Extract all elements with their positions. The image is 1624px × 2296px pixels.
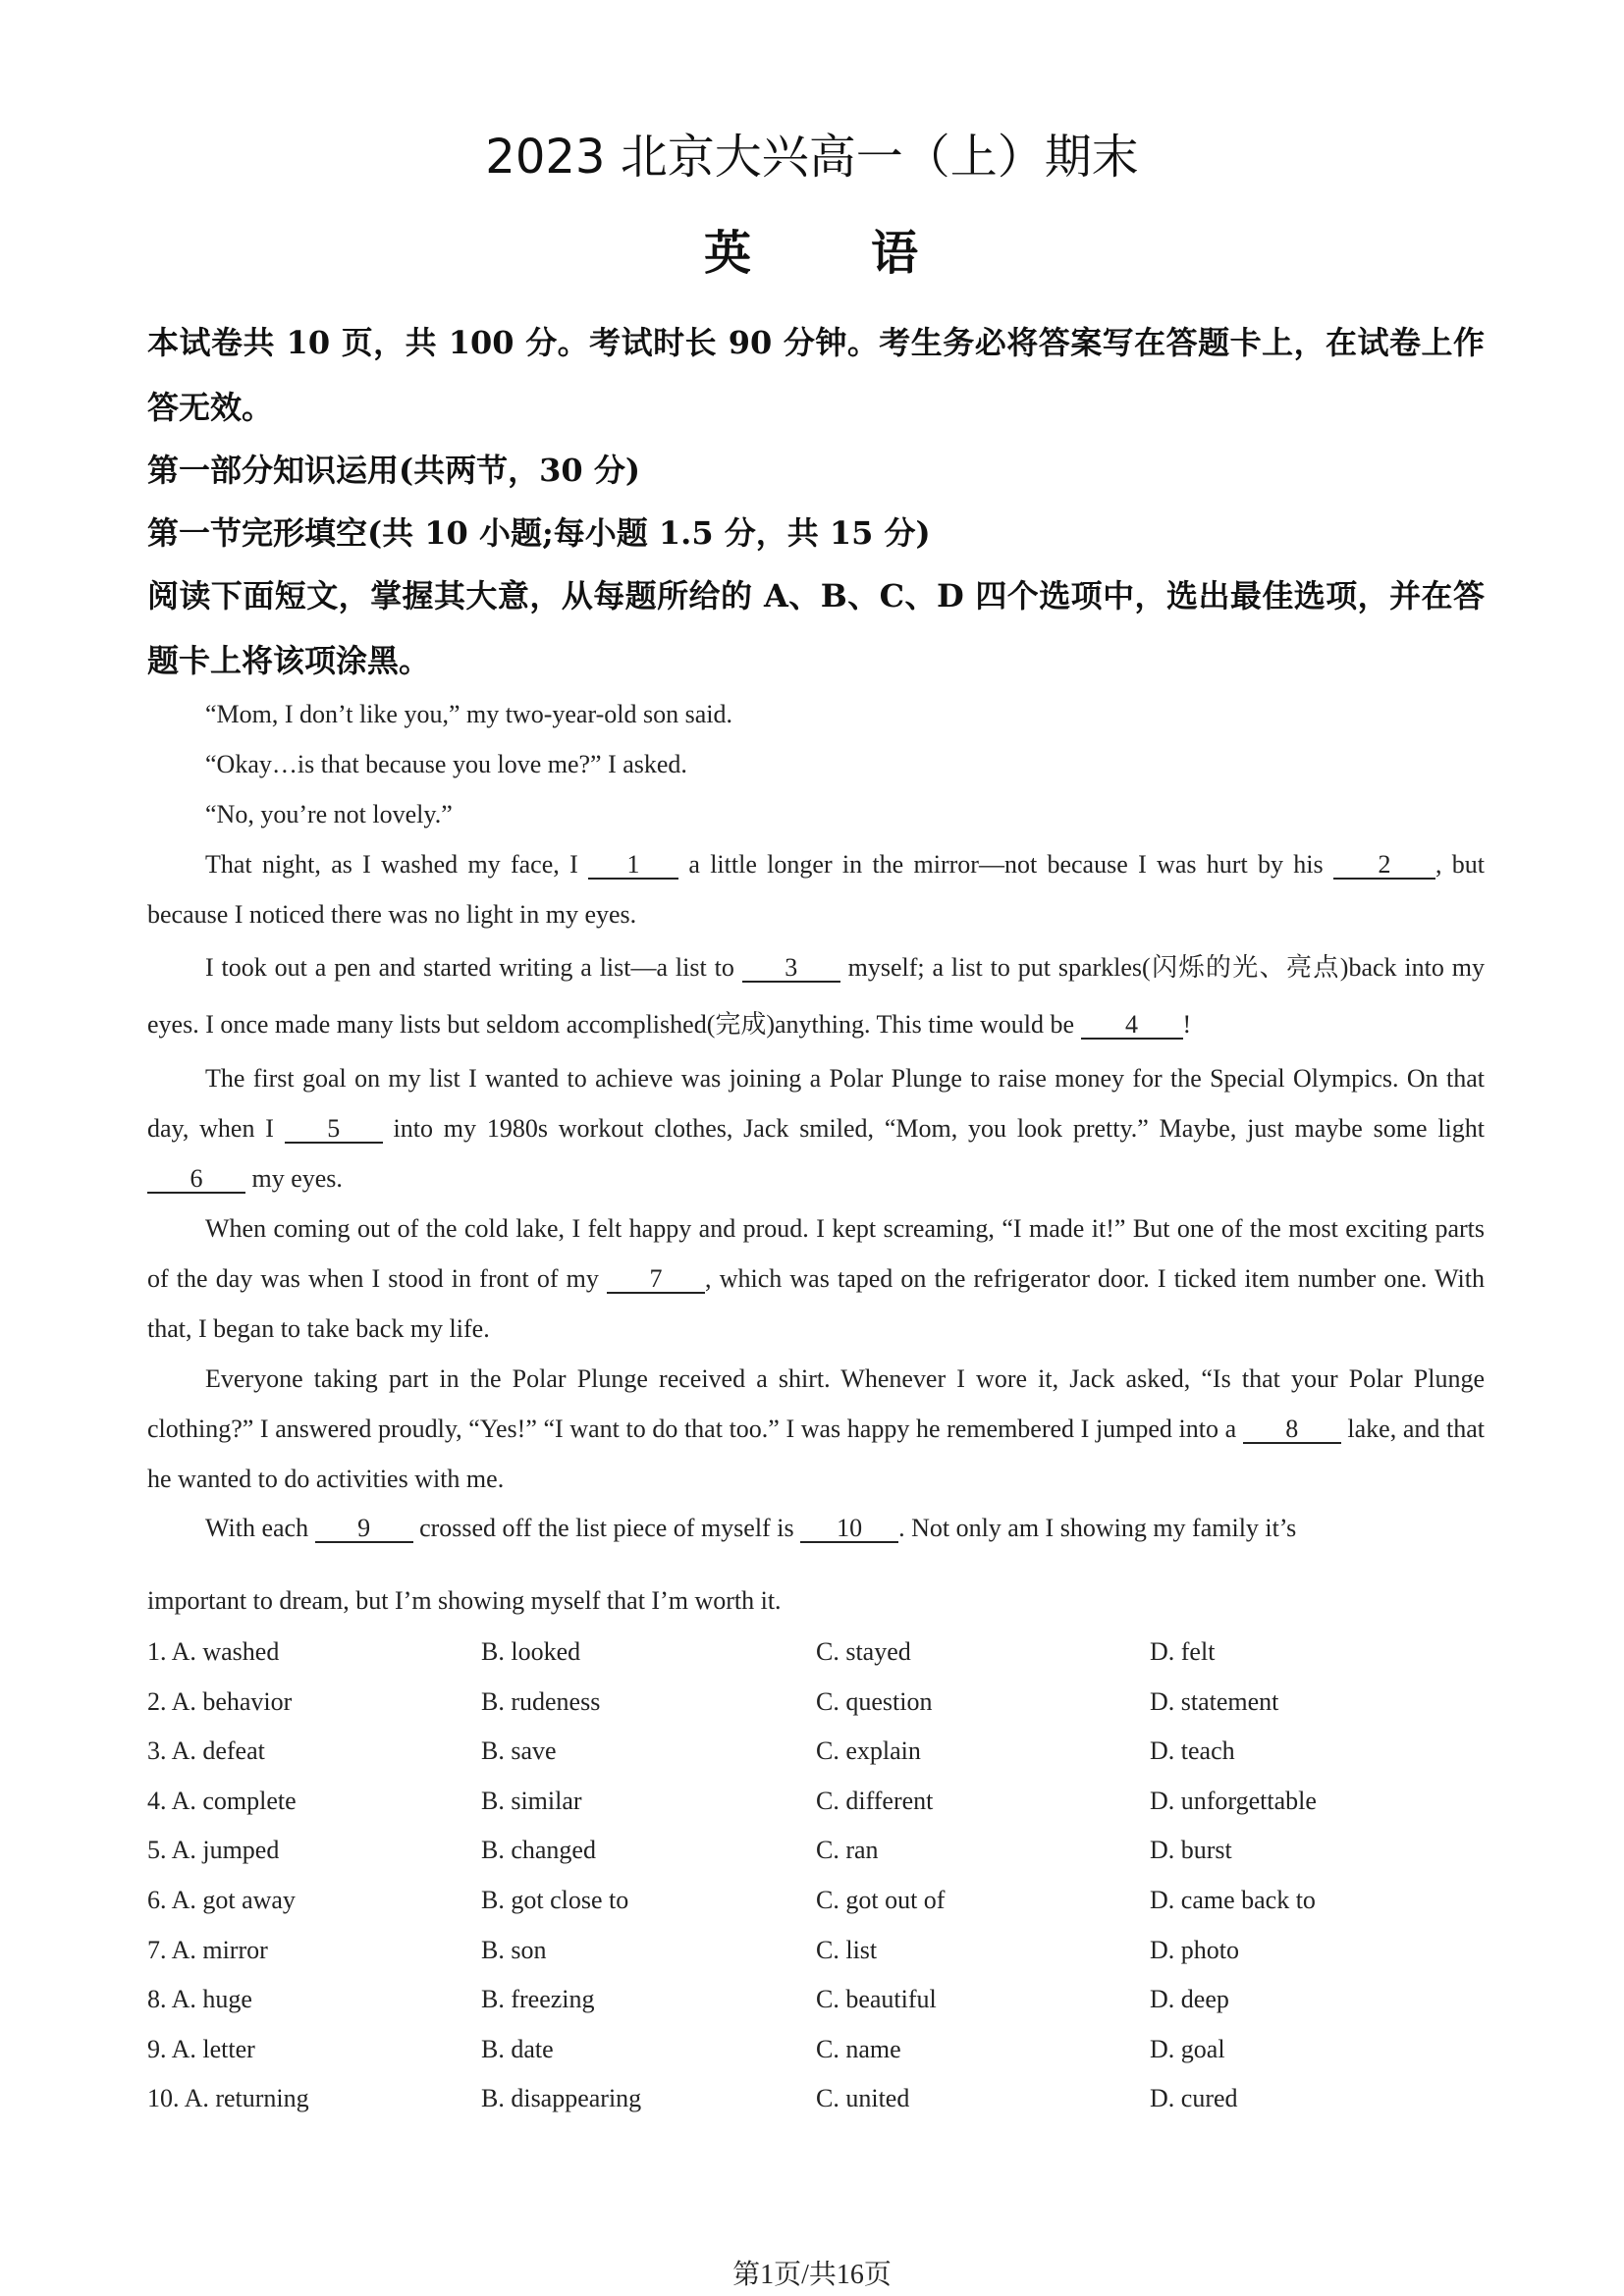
- option-a: [147, 1876, 296, 1926]
- subject-char: 语: [871, 226, 921, 281]
- option-d: D. statement: [1150, 1686, 1279, 1716]
- cloze-blank: 4: [1081, 1012, 1183, 1040]
- question-number: 9.: [147, 2034, 167, 2063]
- option-c: C. beautiful: [816, 1985, 937, 2014]
- option-b: B. freezing: [481, 1985, 595, 2014]
- option-d: D. photo: [1150, 1935, 1239, 1964]
- option-c: C. got out of: [816, 1885, 946, 1914]
- option-a: [147, 1926, 268, 1976]
- passage-paragraph: “Okay…is that because you love me?” I asked.: [205, 750, 687, 778]
- option-a: [147, 1628, 279, 1678]
- question-number: 7.: [147, 1935, 167, 1964]
- option-a: [147, 1975, 252, 2025]
- option-b: B. date: [481, 2034, 554, 2063]
- option-text: A. huge: [171, 1985, 252, 2014]
- cloze-blank: 5: [285, 1116, 383, 1144]
- passage-paragraph: When coming out of the cold lake, I felt happy and proud. I kept screaming, “I made it!” But one of the most exciting parts of the day was when I stood in front of my 7 , which was taped on the refrigerator door. I ticked item number one. With that, I began to take back my life.: [147, 1214, 1485, 1343]
- cloze-blank: 10: [800, 1516, 898, 1543]
- passage-paragraph: The first goal on my list I wanted to achieve was joining a Polar Plunge to raise money for the Special Olympics. On that day, when I 5 into my 1980s workout clothes, Jack smiled, “Mom, you look pretty.” Maybe, just maybe some light 6 my eyes.: [147, 1064, 1486, 1193]
- question-number: 1.: [147, 1637, 167, 1666]
- option-c: C. stayed: [816, 1637, 911, 1666]
- option-text: A. letter: [171, 2034, 255, 2063]
- passage-paragraph: “No, you’re not lovely.”: [205, 800, 453, 828]
- option-row: [147, 1628, 1485, 1678]
- option-text: A. behavior: [171, 1686, 293, 1716]
- option-text: A. defeat: [171, 1736, 265, 1766]
- answer-options: [147, 1628, 1485, 2124]
- cloze-blank: 7: [607, 1266, 705, 1294]
- cloze-blank: 1: [588, 852, 678, 880]
- option-a: [147, 2074, 309, 2124]
- part-heading: 第一部分知识运用(共两节，30 分): [147, 452, 640, 489]
- option-a: [147, 1826, 279, 1876]
- option-d: D. unforgettable: [1150, 1786, 1317, 1815]
- question-number: 3.: [147, 1736, 167, 1766]
- option-c: C. explain: [816, 1736, 921, 1766]
- question-number: 8.: [147, 1985, 167, 2014]
- passage-paragraph: That night, as I washed my face, I 1 a little longer in the mirror—not because I was hurt by his 2 , but because I noticed there was no light in my eyes.: [147, 850, 1485, 929]
- subject-char: 英: [703, 226, 753, 281]
- option-row: [147, 1727, 1485, 1777]
- option-d: D. burst: [1150, 1836, 1232, 1865]
- section-heading: 第一节完形填空(共 10 小题;每小题 1.5 分，共 15 分): [147, 514, 931, 552]
- option-b: B. got close to: [481, 1885, 629, 1914]
- cloze-blank: 8: [1243, 1416, 1341, 1444]
- option-a: [147, 1727, 265, 1777]
- cloze-blank: 2: [1333, 852, 1435, 880]
- option-b: B. save: [481, 1736, 557, 1766]
- cloze-passage: [147, 689, 1485, 1626]
- question-number: 10.: [147, 2084, 180, 2113]
- option-row: [147, 1678, 1485, 1728]
- question-number: 6.: [147, 1885, 167, 1914]
- cloze-blank: 9: [315, 1516, 413, 1543]
- option-d: D. deep: [1150, 1985, 1229, 2014]
- option-text: A. returning: [184, 2084, 309, 2113]
- option-row: [147, 1975, 1485, 2025]
- option-row: [147, 1777, 1485, 1827]
- option-a: [147, 1678, 292, 1728]
- passage-paragraph: I took out a pen and started writing a list—a list to 3 myself; a list to put sparkles(闪烁的光、亮点)back into my eyes. I once made many lists but seldom accomplished(完成)anything. This time would be 4 !: [147, 953, 1485, 1039]
- option-c: C. name: [816, 2034, 901, 2063]
- passage-paragraph: Everyone taking part in the Polar Plunge received a shirt. Whenever I wore it, Jack asked, “Is that your Polar Plunge clothing?” I answered proudly, “Yes!” “I want to do that too.” I was happy he remembered I jumped into a 8 lake, and that he wanted to do activities with me.: [147, 1364, 1485, 1493]
- option-row: [147, 1876, 1485, 1926]
- option-text: A. mirror: [171, 1935, 268, 1964]
- option-d: D. felt: [1150, 1637, 1216, 1666]
- option-c: C. united: [816, 2084, 910, 2113]
- passage-paragraph: “Mom, I don’t like you,” my two-year-old son said.: [205, 700, 732, 728]
- option-b: B. disappearing: [481, 2084, 642, 2113]
- option-d: D. cured: [1150, 2084, 1238, 2113]
- question-number: 2.: [147, 1686, 167, 1716]
- option-text: A. washed: [171, 1637, 280, 1666]
- option-text: A. got away: [171, 1885, 296, 1914]
- option-c: C. ran: [816, 1836, 879, 1865]
- subject-heading: [0, 222, 1624, 285]
- option-row: [147, 2074, 1485, 2124]
- question-number: 5.: [147, 1836, 167, 1865]
- option-a: [147, 1777, 297, 1827]
- option-b: B. similar: [481, 1786, 582, 1815]
- option-d: D. teach: [1150, 1736, 1235, 1766]
- option-text: A. jumped: [171, 1836, 280, 1865]
- option-c: C. list: [816, 1935, 878, 1964]
- option-row: [147, 1826, 1485, 1876]
- section-directions: 阅读下面短文，掌握其大意，从每题所给的 A、B、C、D 四个选项中，选出最佳选项，并在答题卡上将该项涂黑。: [147, 577, 1485, 679]
- exam-notice: 本试卷共 10 页，共 100 分。考试时长 90 分钟。考生务必将答案写在答题卡上，在试卷上作答无效。: [147, 324, 1485, 426]
- cloze-blank: 6: [147, 1166, 245, 1194]
- option-b: B. looked: [481, 1637, 581, 1666]
- option-text: A. complete: [171, 1786, 297, 1815]
- option-d: D. came back to: [1150, 1885, 1316, 1914]
- option-row: [147, 1926, 1485, 1976]
- option-b: B. son: [481, 1935, 547, 1964]
- option-d: D. goal: [1150, 2034, 1225, 2063]
- option-c: C. question: [816, 1686, 933, 1716]
- cloze-blank: 3: [742, 955, 840, 983]
- option-b: B. changed: [481, 1836, 596, 1865]
- option-row: [147, 2025, 1485, 2075]
- question-number: 4.: [147, 1786, 167, 1815]
- exam-title: 2023 北京大兴高一（上）期末: [485, 130, 1139, 185]
- option-c: C. different: [816, 1786, 934, 1815]
- passage-paragraph: With each 9 crossed off the list piece of myself is 10 . Not only am I showing my family it’s important to dream, but I’m showing myself that I’m worth it.: [147, 1514, 1297, 1615]
- option-a: [147, 2025, 255, 2075]
- page-number: 第1页/共16页: [732, 2260, 892, 2290]
- option-b: B. rudeness: [481, 1686, 601, 1716]
